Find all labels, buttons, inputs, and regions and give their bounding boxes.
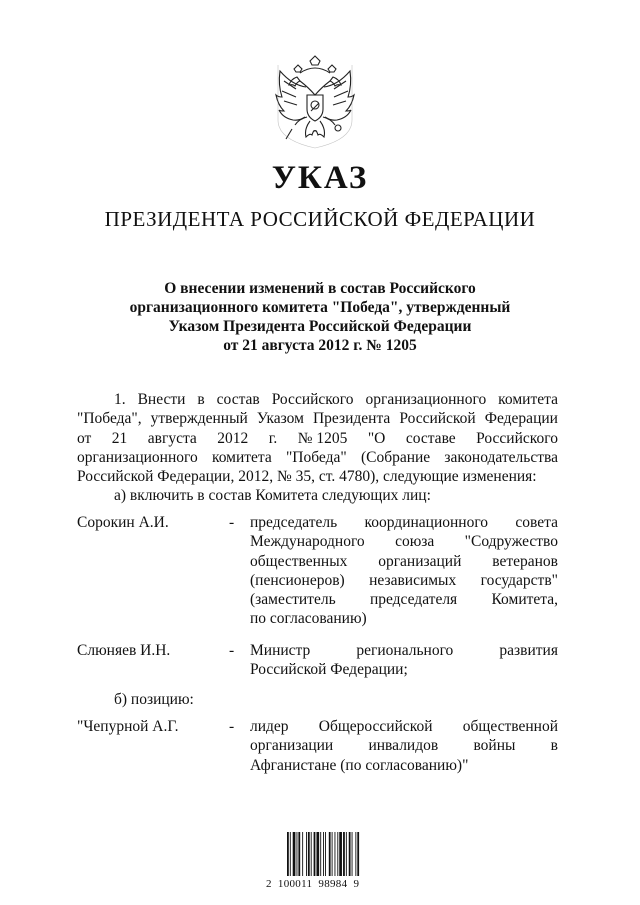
person-name: Слюняев И.Н. xyxy=(77,642,171,659)
word: Президента xyxy=(312,410,391,428)
barcode-bar xyxy=(325,832,326,876)
word: председателя xyxy=(369,591,458,609)
word: председатель xyxy=(250,514,338,531)
entry-dash: - xyxy=(229,642,235,659)
decree-paragraph xyxy=(77,390,558,506)
barcode-bar xyxy=(337,832,338,876)
barcode-bar xyxy=(346,832,347,876)
word: в xyxy=(197,391,205,408)
barcode-bar xyxy=(320,832,321,876)
committee-entry xyxy=(77,717,558,777)
word: 2012 xyxy=(217,429,249,447)
word: Российского xyxy=(476,429,558,447)
word: независимых xyxy=(369,571,457,589)
barcode-bar xyxy=(355,832,356,876)
committee-entry xyxy=(77,513,558,633)
person-description xyxy=(250,641,558,680)
word: № 1205 xyxy=(297,429,348,447)
word: 21 xyxy=(111,429,128,447)
word: (пенсионеров) xyxy=(250,571,345,589)
word: лидер xyxy=(250,718,289,735)
word: Комитета, xyxy=(491,591,558,609)
heading-line: от 21 августа 2012 г. № 1205 xyxy=(223,337,417,354)
word: августа xyxy=(147,429,197,447)
person-description xyxy=(250,513,558,629)
word: составе xyxy=(405,429,456,447)
paragraph-subitem-b: б) позицию: xyxy=(114,691,194,708)
word: Министр xyxy=(250,642,311,659)
word: регионального xyxy=(356,642,454,659)
word: законодательства xyxy=(444,448,558,466)
barcode-bar xyxy=(290,832,291,876)
word: совета xyxy=(515,514,558,531)
document-title: УКАЗ xyxy=(271,160,369,196)
word: Российской xyxy=(399,410,476,428)
barcode-bar xyxy=(298,832,300,876)
heading-line: организационного комитета "Победа", утвержденный xyxy=(129,299,511,316)
barcode-bar xyxy=(352,832,353,876)
word: Российского xyxy=(271,391,354,408)
heading-line: Указом Президента Российской Федерации xyxy=(168,318,472,335)
word: инвалидов xyxy=(368,737,439,755)
committee-entry xyxy=(77,641,558,683)
person-description xyxy=(250,717,558,775)
barcode-bar xyxy=(302,832,303,876)
word: "Победа" xyxy=(285,448,347,466)
word: союза xyxy=(395,533,435,551)
word: Федерации xyxy=(484,410,558,428)
word: комитета xyxy=(211,448,272,466)
entry-dash: - xyxy=(229,718,235,735)
word: Общероссийской xyxy=(318,718,433,735)
paragraph-line xyxy=(77,409,558,428)
barcode-bar xyxy=(329,832,331,876)
word: состав xyxy=(216,391,260,408)
word: Указом xyxy=(256,410,304,428)
barcode-bar xyxy=(323,832,324,876)
barcode-bar xyxy=(306,832,307,876)
barcode-bar xyxy=(316,832,319,876)
word: координационного xyxy=(364,514,489,531)
barcode-bar xyxy=(339,832,342,876)
word: организаций xyxy=(378,552,462,570)
heading-line: О внесении изменений в состав Российского xyxy=(164,280,476,297)
barcode-bar xyxy=(311,832,312,876)
decree-heading xyxy=(80,279,560,355)
word: 1. xyxy=(114,391,126,408)
paragraph-line xyxy=(77,390,558,409)
word: от xyxy=(77,429,92,447)
word: "О xyxy=(367,429,386,447)
word: г. xyxy=(268,429,278,447)
word: в xyxy=(550,737,558,755)
description-line: по согласованию) xyxy=(250,610,367,628)
barcode-icon xyxy=(285,828,383,880)
word: Международного xyxy=(250,533,365,551)
description-line: Афганистане (по согласованию)" xyxy=(250,756,469,774)
word: войны xyxy=(473,737,516,755)
word: организации xyxy=(250,737,334,755)
barcode-bar xyxy=(314,832,316,876)
word: "Победа", xyxy=(77,410,142,428)
document-subtitle: ПРЕЗИДЕНТА РОССИЙСКОЙ ФЕДЕРАЦИИ xyxy=(104,207,536,231)
word: комитета xyxy=(498,391,558,408)
word: ветеранов xyxy=(492,552,558,570)
barcode-bar xyxy=(332,832,333,876)
paragraph-subitem-a: а) включить в состав Комитета следующих лиц: xyxy=(114,487,431,505)
paragraph-line: Российской Федерации, 2012, № 35, ст. 4780), следующие изменения: xyxy=(77,468,537,486)
word: "Содружество xyxy=(464,533,558,551)
word: общественных xyxy=(250,552,348,570)
barcode-bar xyxy=(357,832,359,876)
word: Внести xyxy=(137,391,186,408)
barcode-bar xyxy=(349,832,351,876)
paragraph-line xyxy=(77,448,558,467)
word: организационного xyxy=(365,391,487,408)
description-line: Российской Федерации; xyxy=(250,661,408,679)
entry-dash: - xyxy=(229,514,235,531)
word: государств" xyxy=(480,571,558,589)
barcode-number: 2 100011 98984 9 xyxy=(266,878,360,890)
barcode-bar xyxy=(335,832,336,876)
barcode-bar xyxy=(308,832,310,876)
person-name: "Чепурной А.Г. xyxy=(77,718,179,735)
word: общественной xyxy=(462,718,558,735)
person-name: Сорокин А.И. xyxy=(77,514,169,531)
barcode-bar xyxy=(287,832,289,876)
word: утвержденный xyxy=(150,410,248,428)
word: (заместитель xyxy=(250,591,336,609)
paragraph-line xyxy=(77,429,558,448)
barcode-bar xyxy=(293,832,296,876)
barcode-bar xyxy=(297,832,298,876)
word: (Собрание xyxy=(360,448,431,466)
barcode-bar xyxy=(343,832,345,876)
word: организационного xyxy=(77,448,198,466)
word: развития xyxy=(499,642,558,659)
emblem-icon xyxy=(270,55,360,150)
